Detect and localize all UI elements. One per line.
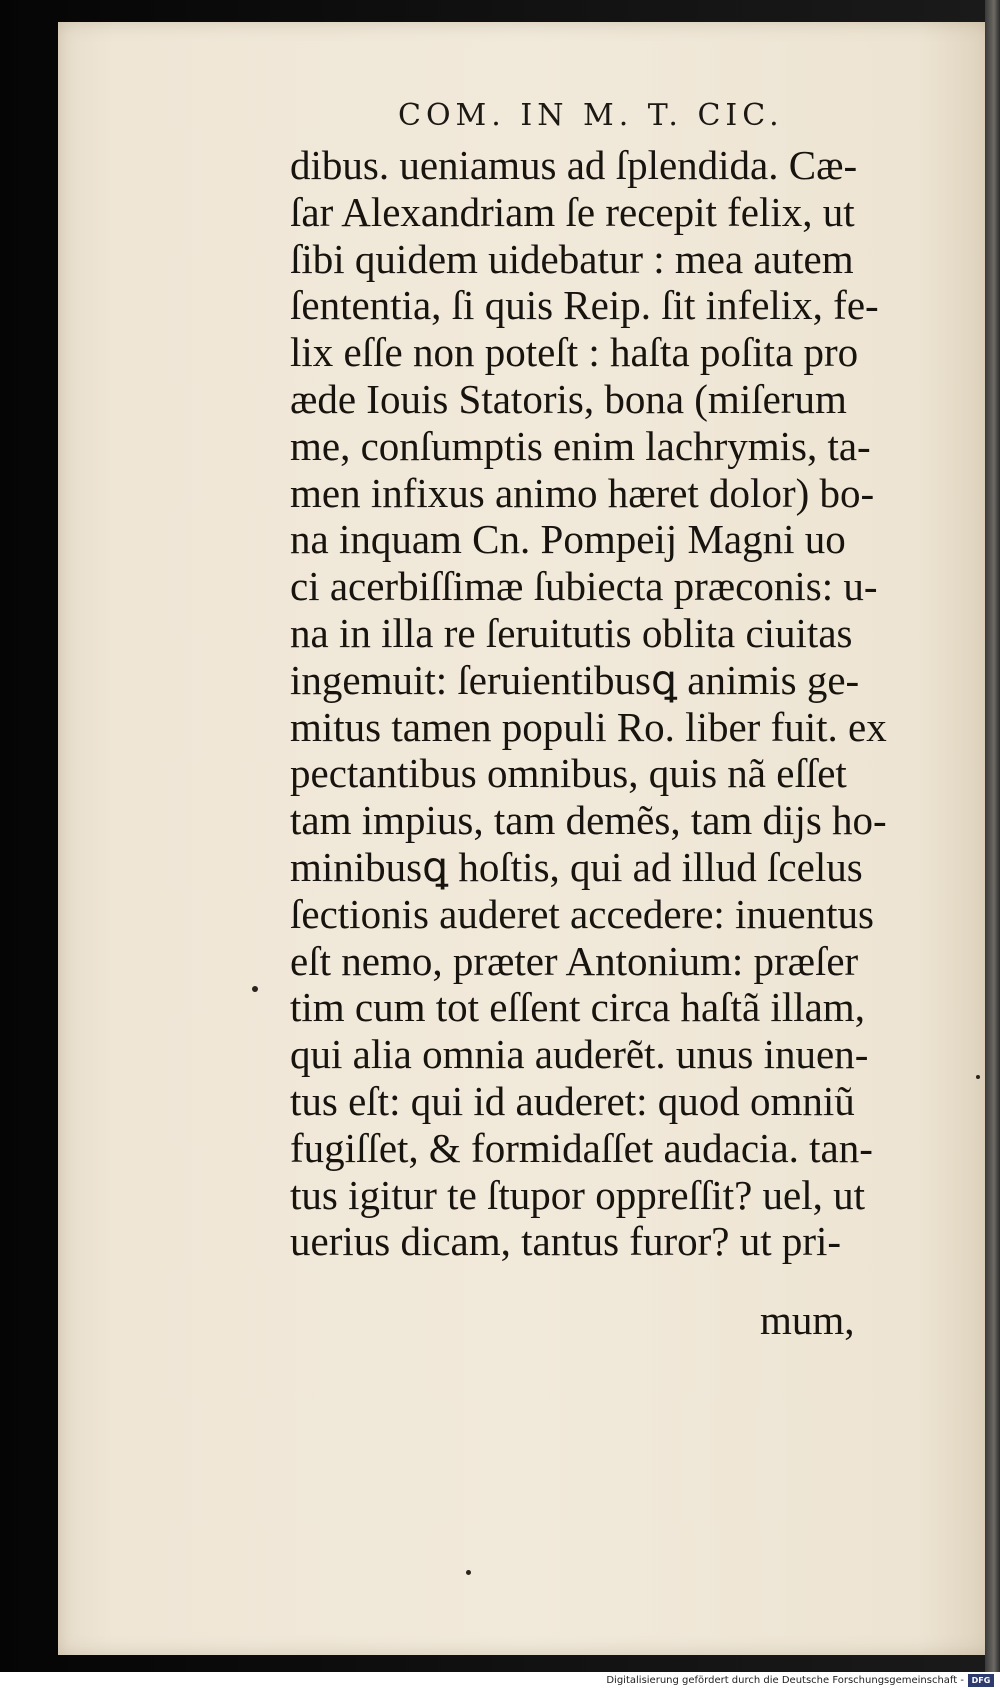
text-line: tus eſt: qui id auderet: quod omniũ <box>290 1077 855 1124</box>
text-line: ſibi quidem uidebatur : mea autem <box>290 235 854 282</box>
text-line: eſt nemo, præter Antonium: præſer <box>290 937 859 984</box>
body-text <box>290 142 918 1265</box>
page-edge <box>985 0 1000 1690</box>
running-head: COM. IN M. T. CIC. <box>398 98 784 133</box>
text-line: fugiſſet, & formidaſſet audacia. tan- <box>290 1124 873 1171</box>
text-line: ſectionis auderet accedere: inuentus <box>290 890 874 937</box>
ink-speck <box>252 986 258 992</box>
ink-speck <box>466 1570 471 1575</box>
text-line: æde Iouis Statoris, bona (miſerum <box>290 375 847 422</box>
text-line: na inquam Cn. Pompeij Magni uo <box>290 516 846 563</box>
text-line: tim cum tot eſſent circa haſtã illam, <box>290 984 865 1031</box>
text-line: ci acerbiſſimæ ſubiecta præconis: u- <box>290 563 878 610</box>
catchword: mum, <box>760 1297 855 1343</box>
text-line: ingemuit: ſeruientibusꝗ animis ge- <box>290 656 860 703</box>
text-line: ſententia, ſi quis Reip. ſit infelix, fe- <box>290 282 879 329</box>
text-line: na in illa re ſeruitutis oblita ciuitas <box>290 609 853 656</box>
text-line: lix eſſe non poteſt : haſta poſita pro <box>290 329 859 376</box>
text-line: dibus. ueniamus ad ſplendida. Cæ- <box>290 142 858 188</box>
text-line: tam impius, tam demẽs, tam dijs ho- <box>290 797 887 844</box>
text-line: tus igitur te ſtupor oppreſſit? uel, ut <box>290 1171 866 1218</box>
text-line: me, conſumptis enim lachrymis, ta- <box>290 422 871 469</box>
footer-bar <box>0 1672 1000 1690</box>
dfg-logo: DFG <box>968 1674 994 1687</box>
text-line: qui alia omnia auderẽt. unus inuen- <box>290 1031 869 1078</box>
digitization-credit: Digitalisierung gefördert durch die Deutsche Forschungsgemeinschaft - <box>606 1675 964 1686</box>
text-line: mitus tamen populi Ro. liber fuit. ex <box>290 703 887 750</box>
text-line: ſar Alexandriam ſe recepit felix, ut <box>290 188 855 235</box>
text-line: pectantibus omnibus, quis nã eſſet <box>290 750 847 797</box>
text-line: minibusꝗ hoſtis, qui ad illud ſcelus <box>290 843 863 890</box>
text-line: uerius dicam, tantus furor? ut pri- <box>290 1218 842 1265</box>
ink-speck <box>976 1075 980 1079</box>
text-line: men infixus animo hæret dolor) bo- <box>290 469 875 516</box>
